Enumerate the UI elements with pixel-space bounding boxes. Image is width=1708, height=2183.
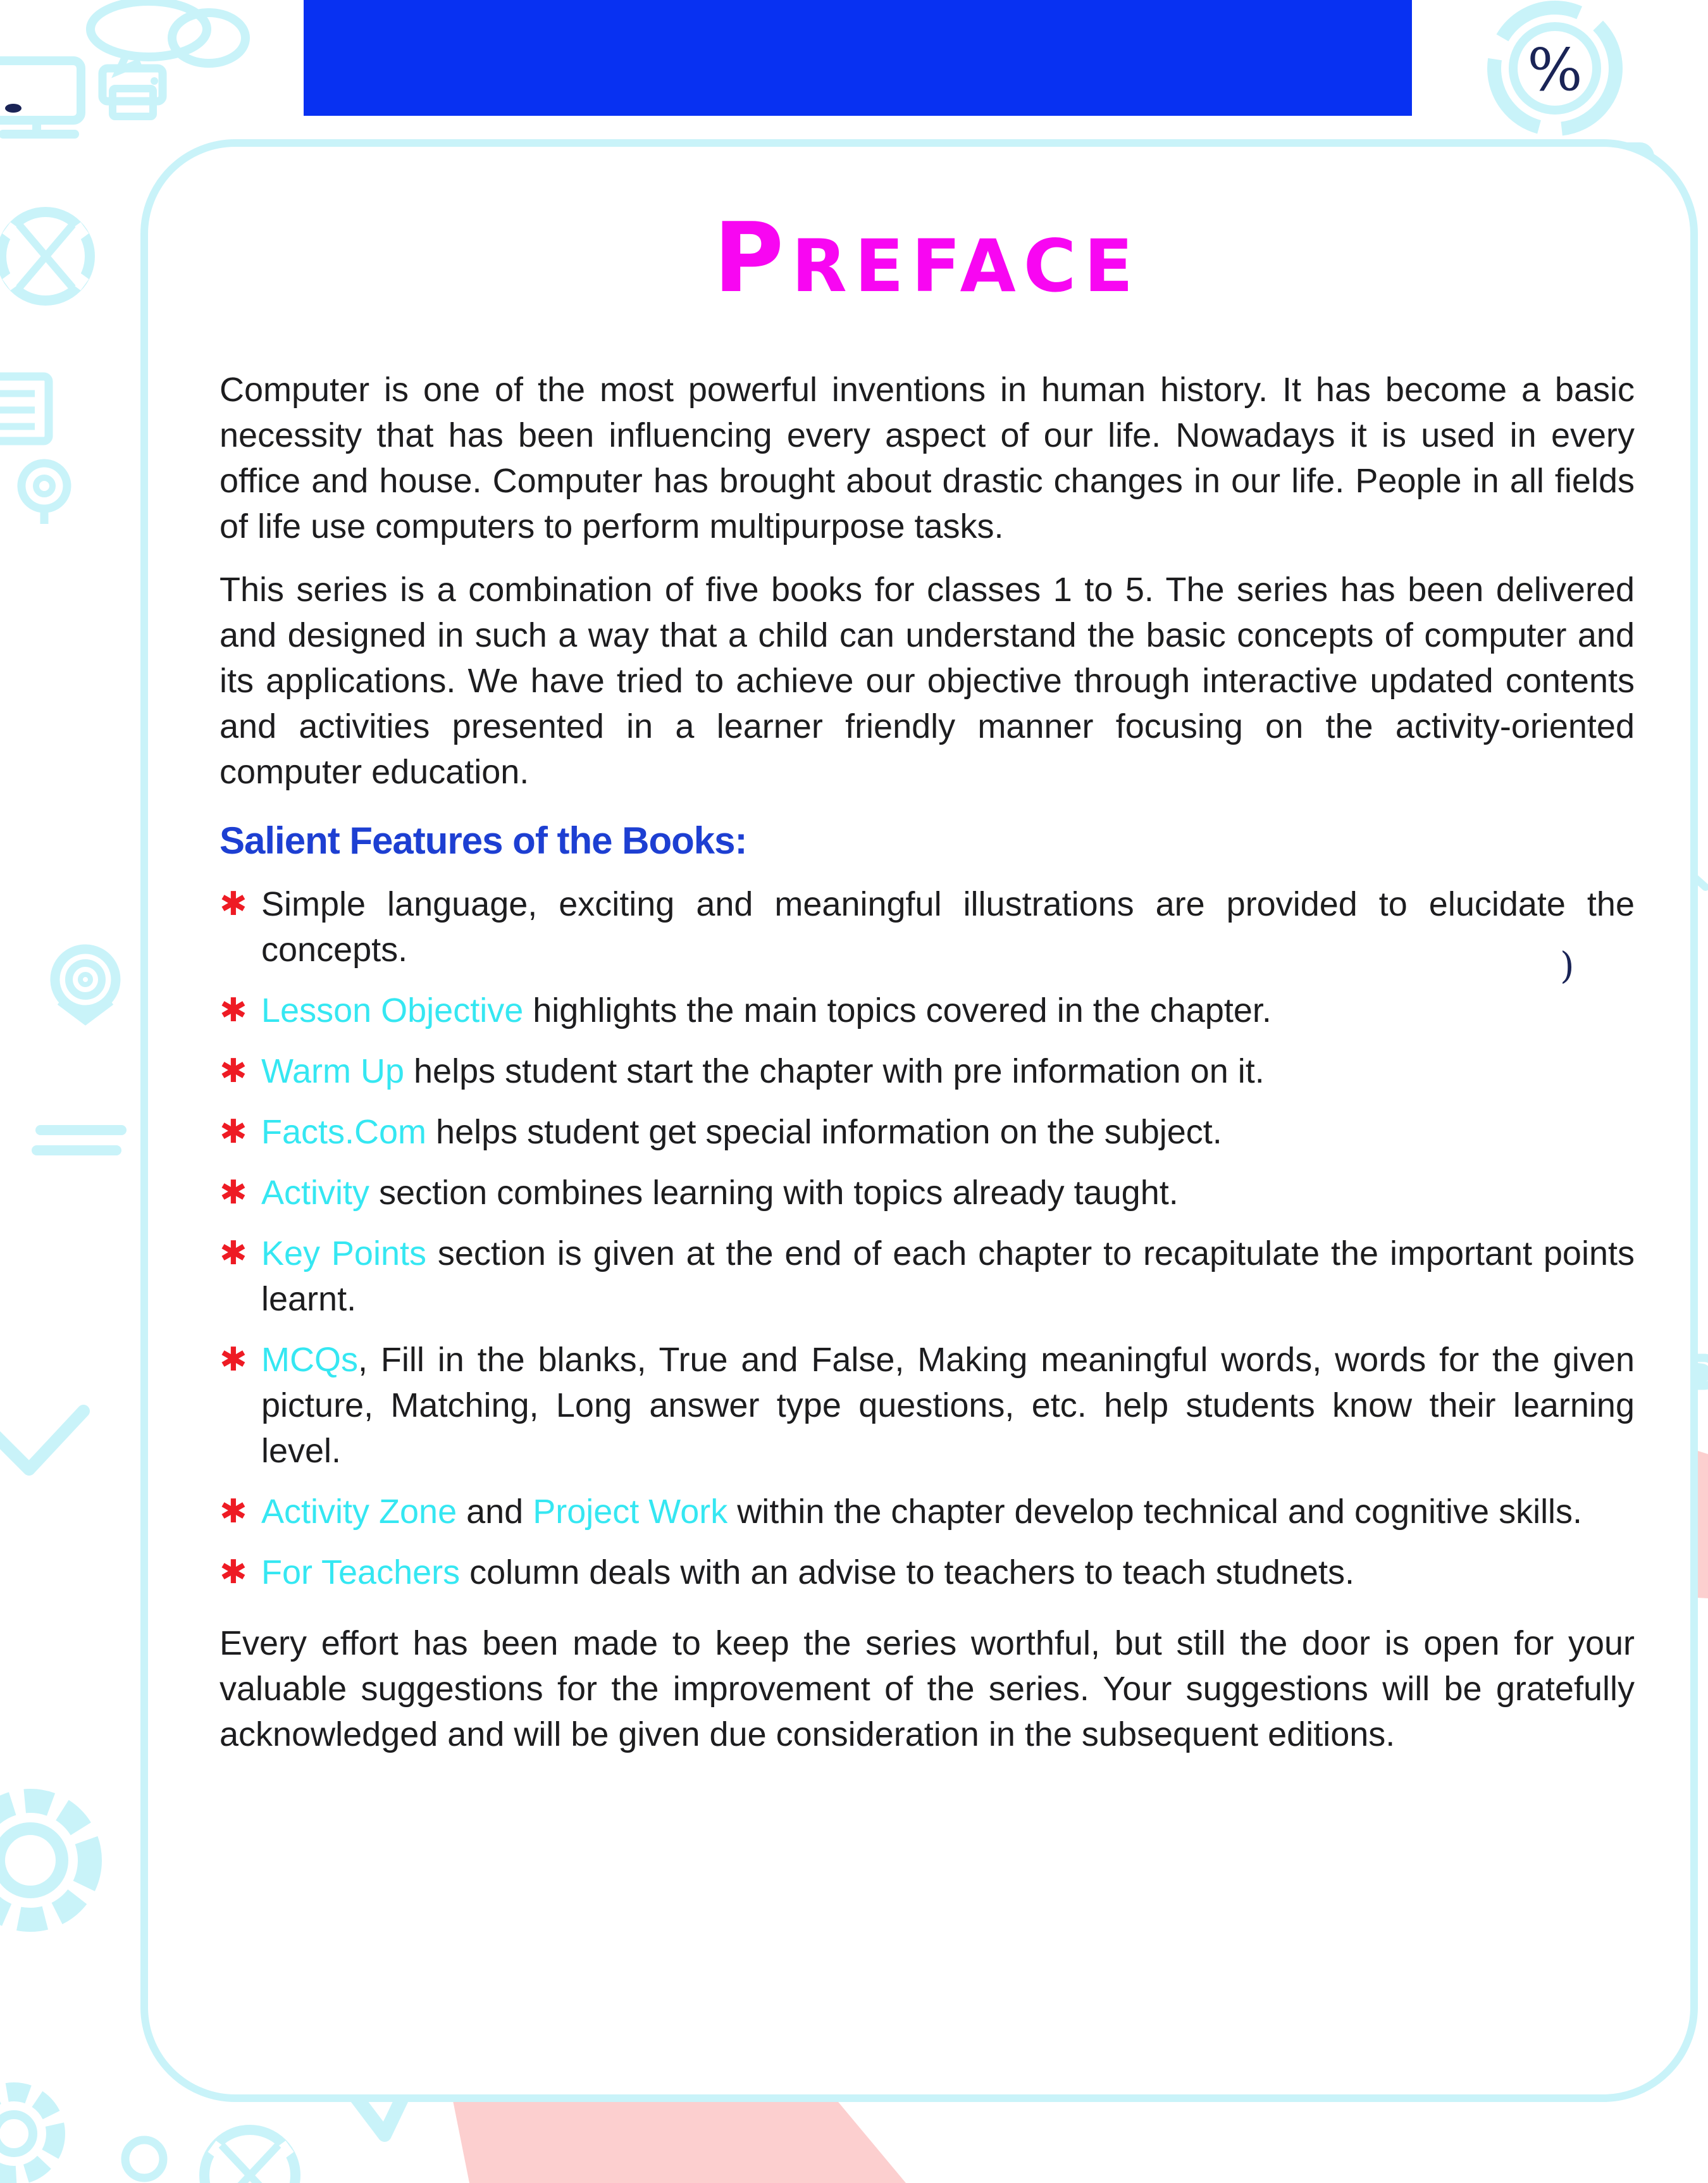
feature-item [220, 988, 1635, 1033]
feature-keyword: Project Work [533, 1493, 728, 1531]
feature-text [261, 988, 1635, 1033]
feature-keyword: Warm Up [261, 1052, 404, 1090]
page-title [220, 202, 1635, 314]
feature-description: highlights the main topics covered in the chapter. [523, 992, 1272, 1029]
asterisk-bullet-icon: ✱ [220, 1493, 247, 1531]
asterisk-bullet-icon: ✱ [220, 1174, 247, 1212]
features-list [220, 881, 1635, 1595]
asterisk-bullet-icon: ✱ [220, 885, 247, 923]
feature-keyword: Activity Zone [261, 1493, 457, 1531]
pie-chart-bottom-icon [204, 2130, 295, 2183]
gear-corner-icon [0, 2092, 56, 2175]
asterisk-bullet-icon: ✱ [220, 992, 247, 1029]
ring-icon [125, 2140, 163, 2178]
feature-description: column deals with an advise to teachers to teach studnets. [460, 1553, 1354, 1591]
feature-item [220, 1489, 1635, 1534]
feature-keyword: Key Points [261, 1235, 426, 1272]
feature-item [220, 1170, 1635, 1216]
navy-dot-decoration [5, 104, 22, 113]
feature-description: section combines learning with topics already taught. [369, 1174, 1179, 1212]
feature-description: helps student start the chapter with pre information on it. [404, 1052, 1265, 1090]
feature-text [261, 1550, 1635, 1595]
feature-description: , Fill in the blanks, True and False, Making meaningful words, words for the given picture, Matching, Long answer type questions, etc. help students know their learning level. [261, 1341, 1635, 1470]
feature-description: helps student get special information on the subject. [426, 1113, 1222, 1151]
content-card [140, 139, 1698, 2102]
feature-keyword: MCQs [261, 1341, 358, 1379]
checkmark-icon [0, 1411, 84, 1469]
printer-icon [102, 68, 163, 116]
feature-text [261, 881, 1635, 973]
feature-text [261, 1337, 1635, 1474]
feature-item [220, 1048, 1635, 1094]
asterisk-bullet-icon: ✱ [220, 1235, 247, 1272]
feature-text [261, 1048, 1635, 1094]
feature-item [220, 1337, 1635, 1474]
page-title-initial: P [713, 202, 792, 314]
feature-description: section is given at the end of each chapter to recapitulate the important points learnt. [261, 1235, 1635, 1318]
speech-bubbles-icon [90, 1, 245, 71]
asterisk-bullet-icon: ✱ [220, 1553, 247, 1591]
feature-item [220, 1550, 1635, 1595]
monitor-icon [0, 61, 81, 134]
location-pin-large-icon [55, 949, 116, 1020]
intro-paragraph-1: Computer is one of the most powerful inventions in human history. It has become a basic necessity that has been influencing every aspect of our life. Nowadays it is used in every office and house. Computer has brought about drastic changes in our life. People in all fields of life use computers to perform multipurpose tasks. [220, 371, 1635, 545]
page-title-rest: REFACE [791, 224, 1141, 308]
feature-keyword: Activity [261, 1174, 370, 1212]
features-heading: Salient Features of the Books: [220, 819, 747, 862]
header-bar [304, 0, 1412, 116]
news-document-icon [0, 376, 49, 441]
feature-item [220, 881, 1635, 973]
percent-symbol: % [1527, 36, 1583, 104]
feature-description: Simple language, exciting and meaningful illustrations are provided to elucidate the concepts. [261, 885, 1635, 969]
asterisk-bullet-icon: ✱ [220, 1052, 247, 1090]
feature-description: within the chapter develop technical and cognitive skills. [727, 1493, 1583, 1531]
percent-badge [1494, 8, 1616, 129]
feature-item [220, 1109, 1635, 1155]
gear-icon [0, 1801, 90, 1920]
feature-keyword: Facts.Com [261, 1113, 427, 1151]
feature-text [261, 1231, 1635, 1322]
intro-paragraph-2: This series is a combination of five books for classes 1 to 5. The series has been delivered and designed in such a way that a child can understand the basic concepts of computer and its applications. We have tried to achieve our objective through interactive updated contents and activities presented in a learner friendly manner focusing on the activity-oriented computer education. [220, 571, 1635, 791]
closing-paragraph: Every effort has been made to keep the series worthful, but still the door is open for your valuable suggestions for the improvement of the series. Your suggestions will be gratefully acknowledged and will be given due consideration in the subsequent editions. [220, 1624, 1635, 1753]
feature-text [261, 1489, 1635, 1534]
pie-chart-icon [1, 212, 90, 301]
feature-text [261, 1170, 1635, 1216]
asterisk-bullet-icon: ✱ [220, 1341, 247, 1379]
feature-keyword: Lesson Objective [261, 992, 524, 1029]
feature-description: and [457, 1493, 533, 1531]
feature-text [261, 1109, 1635, 1155]
feature-keyword: For Teachers [261, 1553, 461, 1591]
paren-decoration: ) [1560, 944, 1575, 987]
location-pin-icon [22, 463, 67, 524]
equals-lines-icon [37, 1130, 121, 1150]
feature-item [220, 1231, 1635, 1322]
asterisk-bullet-icon: ✱ [220, 1113, 247, 1151]
